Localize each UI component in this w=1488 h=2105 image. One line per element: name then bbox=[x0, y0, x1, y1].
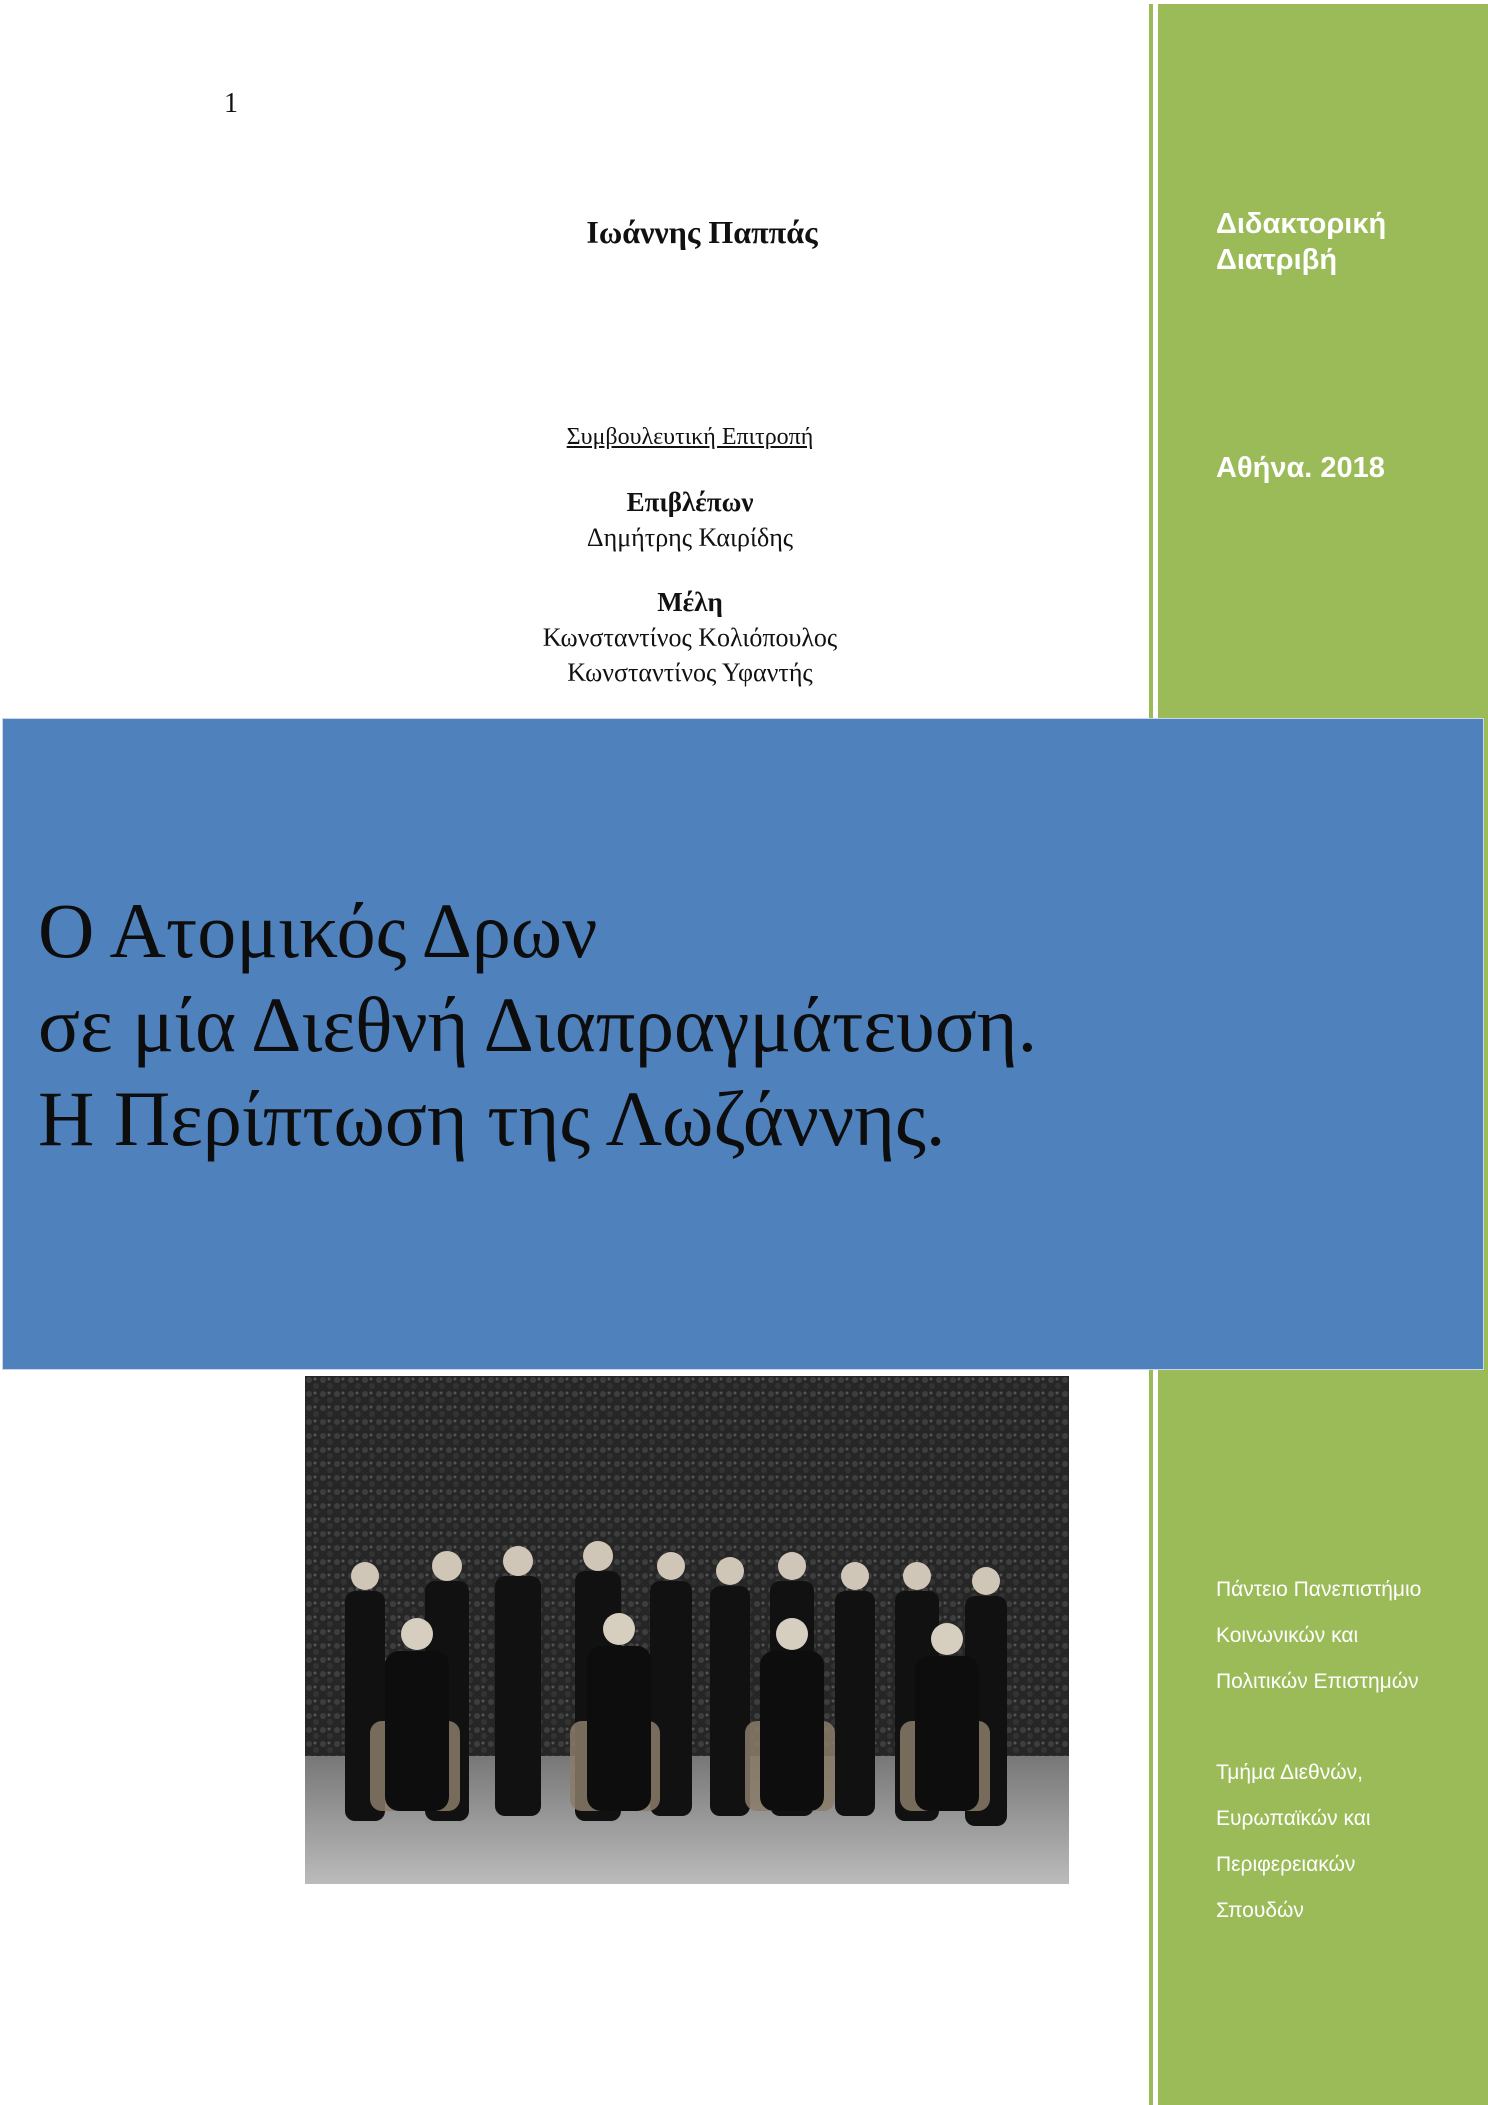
department-line: Σπουδών bbox=[1216, 1899, 1304, 1922]
place-year: Αθήνα. 2018 bbox=[1216, 452, 1385, 484]
university-line: Πάντειο Πανεπιστήμιο bbox=[1216, 1578, 1422, 1601]
department-block bbox=[1216, 1750, 1371, 1934]
university-line: Πολιτικών Επιστημών bbox=[1216, 1670, 1419, 1693]
advisory-committee bbox=[0, 420, 1380, 690]
university-block bbox=[1216, 1567, 1421, 1705]
members-role: Μέλη bbox=[657, 587, 723, 617]
supervisor-role: Επιβλέπων bbox=[626, 487, 754, 517]
committee-heading: Συμβουλευτική Επιτροπή bbox=[566, 424, 814, 450]
document-type: Διδακτορική Διατριβή bbox=[1216, 208, 1387, 276]
member-name: Κωνσταντίνος Κολιόπουλος bbox=[542, 623, 838, 652]
university-line: Κοινωνικών και bbox=[1216, 1624, 1359, 1647]
group-photograph-illustration bbox=[305, 1376, 1069, 1884]
title-line: σε μία Διεθνή Διαπραγμάτευση. bbox=[38, 981, 1038, 1068]
member-name: Κωνσταντίνος Υφαντής bbox=[567, 658, 813, 687]
author-name: Ιωάννης Παππάς bbox=[586, 214, 818, 250]
title-line: Η Περίπτωση της Λωζάννης. bbox=[38, 1075, 946, 1162]
department-line: Ευρωπαϊκών και bbox=[1216, 1807, 1371, 1830]
supervisor-name: Δημήτρης Καιρίδης bbox=[586, 523, 794, 552]
department-line: Περιφερειακών bbox=[1216, 1853, 1356, 1876]
thesis-title bbox=[38, 884, 1037, 1166]
department-line: Τμήμα Διεθνών, bbox=[1216, 1761, 1363, 1784]
title-line: Ο Ατομικός Δρων bbox=[38, 887, 598, 974]
group-photograph bbox=[305, 1376, 1069, 1884]
page-number: 1 bbox=[224, 88, 238, 119]
